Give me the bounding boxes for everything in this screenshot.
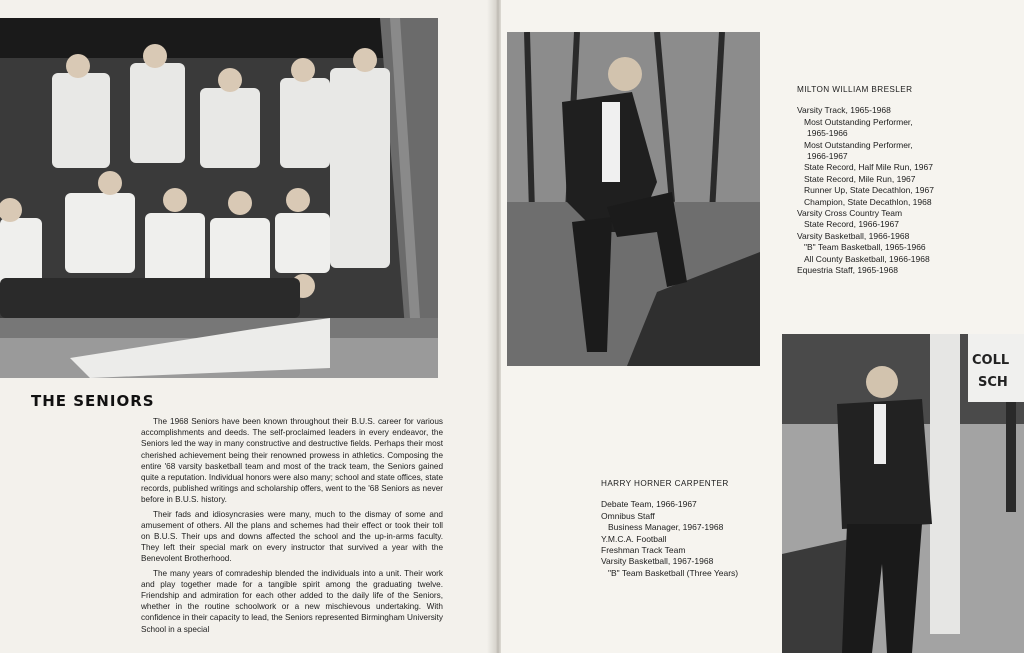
achievement-item: Most Outstanding Performer, bbox=[804, 139, 913, 150]
achievement-item: All County Basketball, 1966-1968 bbox=[804, 253, 930, 264]
seniors-article bbox=[141, 416, 443, 638]
carpenter-photo-image bbox=[782, 334, 1024, 653]
achievement-item: 1966-1967 bbox=[807, 151, 848, 162]
achievement-item: Most Outstanding Performer, bbox=[804, 116, 913, 127]
bresler-bio bbox=[797, 84, 1017, 277]
bresler-photo-image bbox=[507, 32, 760, 366]
article-paragraph: The many years of comradeship blended the individuals into a unit. Their work and play together made for a tangible spirit among the graduating twelve. Friendship and admiration for each other added to the daily life of the Seniors, whether in the routine schoolwork or a new mischievous undertaking. With confidence in their capacity to lead, the Seniors represented Birmingham University School in a special bbox=[141, 568, 443, 634]
sign-text-line2: SCH bbox=[978, 375, 1008, 390]
achievement-item: Runner Up, State Decathlon, 1967 bbox=[804, 185, 934, 196]
achievement-item: Business Manager, 1967-1968 bbox=[608, 522, 724, 533]
carpenter-bio bbox=[601, 478, 776, 579]
achievement-item: "B" Team Basketball, 1965-1966 bbox=[804, 242, 926, 253]
achievement-item: Equestria Staff, 1965-1968 bbox=[797, 265, 898, 276]
sign-text-line1: COLL bbox=[972, 353, 1010, 368]
achievement-item: Varsity Track, 1965-1968 bbox=[797, 105, 891, 116]
left-page bbox=[0, 0, 497, 653]
achievement-item: Debate Team, 1966-1967 bbox=[601, 499, 697, 510]
achievement-item: Champion, State Decathlon, 1968 bbox=[804, 196, 932, 207]
page-heading: THE SENIORS bbox=[31, 392, 155, 410]
achievement-item: Freshman Track Team bbox=[601, 545, 686, 556]
bresler-portrait-photo bbox=[507, 32, 760, 366]
achievement-item: State Record, 1966-1967 bbox=[804, 219, 899, 230]
carpenter-name: HARRY HORNER CARPENTER bbox=[601, 479, 729, 488]
group-photo-image bbox=[0, 18, 438, 378]
bresler-achievements bbox=[797, 105, 1017, 276]
carpenter-achievements bbox=[601, 499, 776, 579]
carpenter-portrait-photo bbox=[782, 334, 1024, 653]
achievement-item: Varsity Cross Country Team bbox=[797, 208, 903, 219]
article-paragraph: Their fads and idiosyncrasies were many, much to the dismay of some and amusement of others. All the plans and schemes had their effect or took their toll on B.U.S. Their ups and downs affected the school and the up-in-arms faculty. They left their special mark on every instructor that survived a year with the Benevolent Brotherhood. bbox=[141, 509, 443, 564]
achievement-item: "B" Team Basketball (Three Years) bbox=[608, 567, 739, 578]
achievement-item: State Record, Half Mile Run, 1967 bbox=[804, 162, 933, 173]
achievement-item: State Record, Mile Run, 1967 bbox=[804, 173, 916, 184]
bresler-name: MILTON WILLIAM BRESLER bbox=[797, 85, 913, 94]
article-paragraph: The 1968 Seniors have been known throughout their B.U.S. career for various accomplishments and deeds. The self-proclaimed leaders in every endeavor, the Seniors led the way in many constructive and destructive fields. Perhaps their most cherished achievement being their renowned prowess in athletics. Composing the entire '68 varsity basketball team and most of the track team, the Seniors gained quite a reputation. Individual honors were also many; school and state offices, state records, published writings and scholarship offers, went to the '68 Seniors as never before in B.U.S. history. bbox=[141, 417, 443, 505]
achievement-item: Y.M.C.A. Football bbox=[601, 533, 667, 544]
achievement-item: Varsity Basketball, 1967-1968 bbox=[601, 556, 714, 567]
achievement-item: Omnibus Staff bbox=[601, 510, 655, 521]
achievement-item: 1965-1966 bbox=[807, 128, 848, 139]
achievement-item: Varsity Basketball, 1966-1968 bbox=[797, 230, 910, 241]
group-photo-seniors bbox=[0, 18, 438, 378]
